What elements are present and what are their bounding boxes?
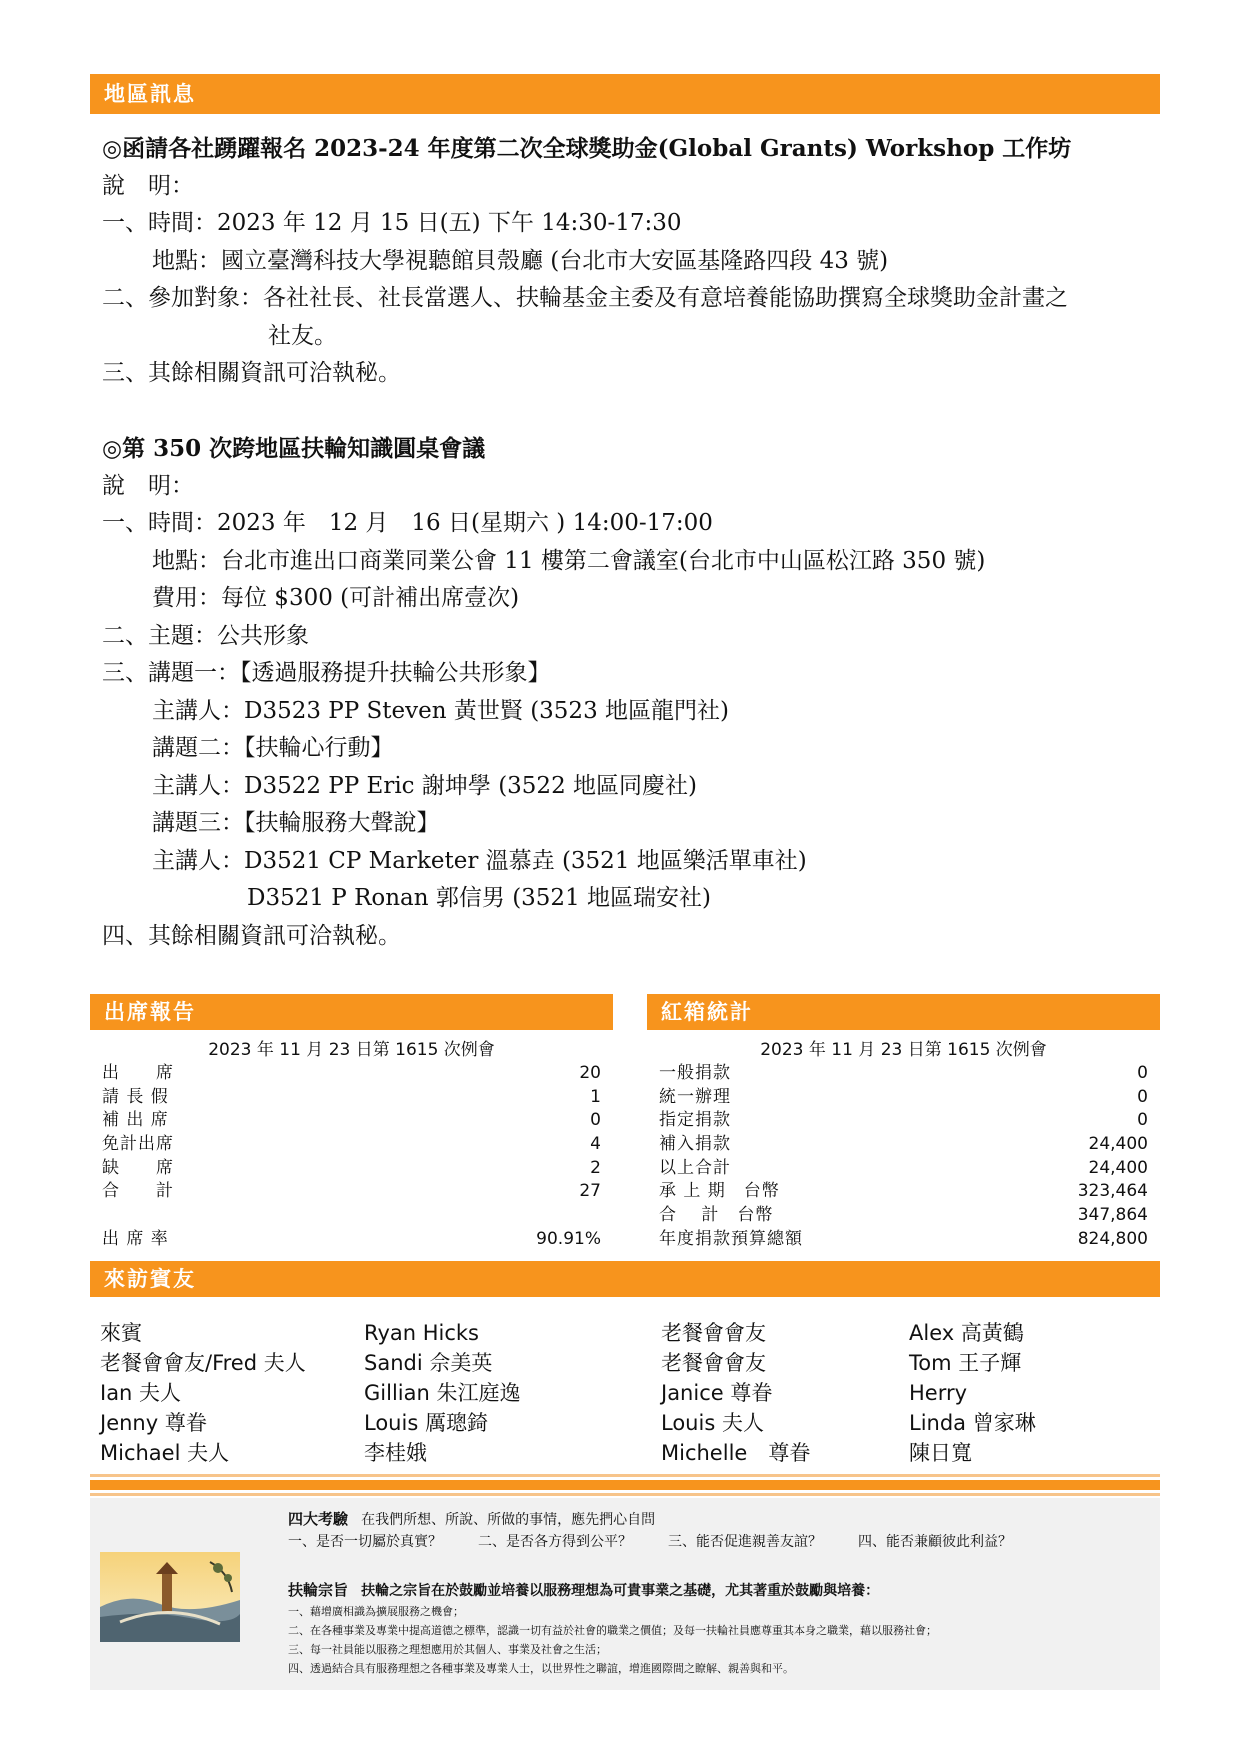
attendance-value: 20 — [579, 1063, 601, 1083]
notice2-speaker1: 主講人：D3523 PP Steven 黃世賢 (3523 地區龍門社) — [152, 697, 729, 724]
visitor-name: Linda 曾家琳 — [909, 1411, 1036, 1435]
four-way-item: 一、是否一切屬於真實？ — [288, 1534, 442, 1550]
object-of-rotary — [288, 1578, 1148, 1678]
visitor-name: Ryan Hicks — [364, 1321, 479, 1345]
visitors-header — [90, 1261, 1160, 1297]
landscape-illustration — [100, 1552, 240, 1642]
four-way-item: 三、能否促進親善友誼？ — [668, 1534, 822, 1550]
red-box-header-label: 紅箱統計 — [661, 999, 753, 1024]
attendance-label: 補 出 席 — [102, 1110, 169, 1131]
notice1-title: ◎函請各社踴躍報名 2023-24 年度第二次全球獎助金(Global Grants) Workshop 工作坊 — [102, 135, 1072, 162]
visitor-name: Tom 王子輝 — [909, 1351, 1022, 1375]
attendance-date: 2023 年 11 月 23 日第 1615 次例會 — [208, 1040, 495, 1060]
four-way-item: 四、能否兼顧彼此利益？ — [858, 1534, 1012, 1550]
object-intro: 扶輪之宗旨在於鼓勵並培養以服務理想為可貴事業之基礎，尤其著重於鼓勵與培養： — [361, 1583, 880, 1599]
rotary-footer — [90, 1498, 1160, 1690]
notice2-time: 一、時間：2023 年 12 月 16 日(星期六 ) 14:00-17:00 — [102, 510, 713, 536]
red-box-report — [647, 1039, 1160, 1252]
red-box-row — [647, 1157, 1160, 1181]
notice2-title: ◎第 350 次跨地區扶輪知識圓桌會議 — [102, 435, 486, 462]
attendance-rate-value: 90.91% — [536, 1228, 601, 1249]
footer-divider — [90, 1474, 1160, 1496]
visitor-name: 來賓 — [100, 1321, 142, 1345]
attendance-label: 免計出席 — [102, 1134, 174, 1155]
notice2-explain: 說 明： — [102, 472, 194, 499]
red-box-date: 2023 年 11 月 23 日第 1615 次例會 — [760, 1040, 1047, 1060]
visitor-name: Alex 高黃鶴 — [909, 1321, 1024, 1345]
visitor-name: Louis 厲璁錡 — [364, 1411, 488, 1435]
red-box-label: 年度捐款預算總額 — [659, 1228, 803, 1249]
attendance-row — [90, 1086, 613, 1110]
notice2-theme: 二、主題：公共形象 — [102, 622, 309, 649]
red-box-label: 統一辦理 — [659, 1086, 731, 1107]
four-way-item: 二、是否各方得到公平？ — [478, 1534, 632, 1550]
object-item: 一、藉增廣相識為擴展服務之機會； — [288, 1605, 464, 1618]
notice2-topic2: 講題二：【扶輪心行動】 — [152, 735, 394, 761]
visitors-column-4 — [909, 1318, 1036, 1468]
notice2-place: 地點：台北市進出口商業同業公會 11 樓第二會議室(台北市中山區松江路 350 號) — [152, 547, 986, 574]
notice1-audience-cont: 社友。 — [268, 322, 337, 349]
visitors-column-1 — [100, 1318, 306, 1468]
visitor-name: Gillian 朱江庭逸 — [364, 1381, 521, 1405]
notice-roundtable — [102, 430, 1162, 955]
attendance-row — [90, 1133, 613, 1157]
red-box-label: 指定捐款 — [659, 1110, 731, 1131]
visitor-name: 李桂娥 — [364, 1441, 427, 1465]
district-news-header — [90, 74, 1160, 114]
visitors-column-3 — [661, 1318, 810, 1468]
attendance-rate-row — [90, 1228, 613, 1252]
visitor-name: Sandi 佘美英 — [364, 1351, 493, 1375]
notice1-place: 地點：國立臺灣科技大學視聽館貝殼廳 (台北市大安區基隆路四段 43 號) — [152, 247, 889, 274]
visitor-name: Janice 尊眷 — [661, 1381, 773, 1405]
notice2-other: 四、其餘相關資訊可洽執秘。 — [102, 922, 401, 949]
red-box-label: 以上合計 — [659, 1157, 731, 1178]
object-item: 四、透過結合具有服務理想之各種事業及專業人士，以世界性之聯誼，增進國際間之瞭解、親善與和平。 — [288, 1662, 794, 1675]
object-item: 二、在各種事業及專業中提高道德之標準，認識一切有益於社會的職業之價值；及每一扶輪社員應尊重其本身之職業，藉以服務社會； — [288, 1624, 937, 1637]
red-box-label: 合 計 台幣 — [659, 1205, 774, 1226]
red-box-row — [647, 1086, 1160, 1110]
attendance-label: 合 計 — [102, 1181, 174, 1202]
attendance-row — [90, 1109, 613, 1133]
object-item: 三、每一社員能以服務之理想應用於其個人、事業及社會之生活； — [288, 1643, 607, 1656]
attendance-header-label: 出席報告 — [104, 999, 196, 1024]
notice1-audience: 二、參加對象：各社社長、社長當選人、扶輪基金主委及有意培養能協助撰寫全球獎助金計畫之 — [102, 285, 1068, 311]
attendance-value: 0 — [590, 1110, 601, 1131]
notice2-fee: 費用：每位 $300 (可計補出席壹次) — [152, 585, 520, 611]
notice-global-grants — [102, 130, 1162, 393]
visitor-name: 老餐會會友/Fred 夫人 — [100, 1351, 306, 1375]
visitor-name: 陳日寬 — [909, 1441, 972, 1465]
red-box-value: 0 — [1137, 1086, 1148, 1107]
attendance-rate-label: 出 席 率 — [102, 1228, 169, 1249]
red-box-row — [647, 1180, 1160, 1204]
attendance-value: 1 — [590, 1086, 601, 1107]
red-box-row — [647, 1109, 1160, 1133]
attendance-report — [90, 1039, 613, 1252]
attendance-label: 出 席 — [102, 1063, 174, 1083]
attendance-value: 2 — [590, 1157, 601, 1178]
notice2-topic3: 講題三：【扶輪服務大聲說】 — [152, 810, 440, 836]
notice1-other: 三、其餘相關資訊可洽執秘。 — [102, 360, 401, 386]
attendance-label: 請 長 假 — [102, 1086, 169, 1107]
red-box-label: 承 上 期 台幣 — [659, 1181, 780, 1202]
district-news-header-label: 地區訊息 — [104, 81, 196, 106]
red-box-value: 24,400 — [1088, 1134, 1148, 1155]
attendance-row — [90, 1157, 613, 1181]
attendance-label: 缺 席 — [102, 1157, 174, 1178]
red-box-row — [647, 1062, 1160, 1086]
attendance-spacer — [90, 1204, 613, 1228]
notice2-topic1: 三、講題一：【透過服務提升扶輪公共形象】 — [102, 660, 551, 686]
red-box-value: 824,800 — [1077, 1228, 1148, 1249]
red-box-header — [647, 994, 1160, 1030]
red-box-value: 0 — [1137, 1063, 1148, 1083]
attendance-row — [90, 1180, 613, 1204]
red-box-row — [647, 1204, 1160, 1228]
four-way-title: 四大考驗 — [288, 1510, 349, 1528]
four-way-intro: 在我們所想、所說、所做的事情，應先捫心自問 — [361, 1512, 656, 1528]
red-box-value: 0 — [1137, 1110, 1148, 1131]
visitor-name: Ian 夫人 — [100, 1381, 182, 1405]
red-box-row — [647, 1133, 1160, 1157]
visitor-name: Herry — [909, 1381, 968, 1405]
red-box-row — [647, 1228, 1160, 1252]
red-box-label: 一般捐款 — [659, 1063, 731, 1083]
red-box-value: 347,864 — [1077, 1205, 1148, 1226]
attendance-value: 4 — [590, 1134, 601, 1155]
notice1-time: 一、時間：2023 年 12 月 15 日(五) 下午 14:30-17:30 — [102, 210, 682, 236]
visitor-name: Michael 夫人 — [100, 1441, 230, 1465]
visitor-name: 老餐會會友 — [661, 1321, 766, 1345]
red-box-value: 323,464 — [1077, 1181, 1148, 1202]
attendance-header — [90, 994, 613, 1030]
notice1-explain: 說 明： — [102, 172, 194, 199]
object-title: 扶輪宗旨 — [288, 1581, 349, 1599]
visitors-header-label: 來訪賓友 — [104, 1266, 196, 1291]
attendance-row — [90, 1062, 613, 1086]
notice2-speaker4: D3521 P Ronan 郭信男 (3521 地區瑞安社) — [247, 885, 711, 911]
visitor-name: Jenny 尊眷 — [100, 1411, 207, 1435]
red-box-label: 補入捐款 — [659, 1134, 731, 1155]
visitor-name: 老餐會會友 — [661, 1351, 766, 1375]
attendance-value: 27 — [579, 1181, 601, 1202]
four-way-items — [288, 1530, 1148, 1554]
visitor-name: Michelle 尊眷 — [661, 1441, 811, 1465]
red-box-value: 24,400 — [1088, 1157, 1148, 1178]
notice2-speaker3: 主講人：D3521 CP Marketer 溫慕垚 (3521 地區樂活單車社) — [152, 847, 807, 874]
four-way-test — [288, 1508, 1148, 1554]
visitors-column-2 — [364, 1318, 520, 1468]
notice2-speaker2: 主講人：D3522 PP Eric 謝坤學 (3522 地區同慶社) — [152, 772, 697, 799]
visitor-name: Louis 夫人 — [661, 1411, 764, 1435]
